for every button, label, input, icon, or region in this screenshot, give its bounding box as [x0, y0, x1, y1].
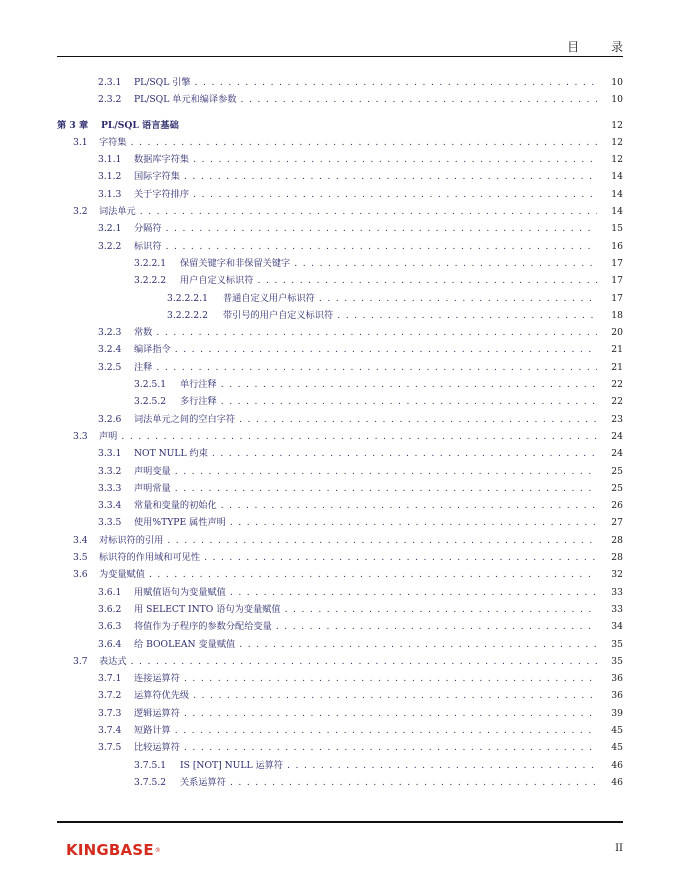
toc-entry[interactable]	[57, 376, 623, 393]
toc-entry-number: 3.2.4	[98, 344, 122, 356]
toc-entry[interactable]	[57, 186, 623, 203]
toc-entry-number: 3.4	[73, 534, 88, 546]
toc-entry-title: 多行注释	[180, 396, 217, 408]
toc-dot-leader	[166, 241, 597, 252]
toc-entry-page: 34	[611, 621, 623, 633]
toc-entry-number: 3.6.1	[98, 586, 122, 598]
toc-entry[interactable]	[57, 445, 623, 462]
toc-entry-number: 第 3 章	[57, 119, 89, 131]
toc-entry-number: 3.3.5	[98, 517, 122, 529]
toc-entry-number: 3.3.3	[98, 482, 122, 494]
toc-entry[interactable]	[57, 739, 623, 756]
toc-entry-title: 声明	[99, 430, 118, 442]
toc-dot-leader	[241, 94, 597, 105]
toc-entry-title: NOT NULL 约束	[134, 448, 208, 460]
toc-dot-leader	[131, 137, 597, 148]
toc-entry-page: 14	[611, 171, 623, 183]
toc-dot-leader	[140, 206, 597, 217]
toc-dot-leader	[149, 569, 597, 580]
toc-entry-number: 3.7.1	[98, 673, 122, 685]
toc-entry[interactable]	[57, 497, 623, 514]
toc-entry-number: 3.2.6	[98, 413, 122, 425]
toc-entry-title: 将值作为子程序的参数分配给变量	[134, 621, 272, 633]
toc-entry-title: 表达式	[99, 655, 127, 667]
toc-entry[interactable]	[57, 514, 623, 531]
toc-dot-leader	[319, 293, 597, 304]
toc-entry-title: 关系运算符	[180, 776, 226, 788]
toc-entry-page: 33	[611, 603, 623, 615]
toc-entry-page: 24	[611, 448, 623, 460]
toc-dot-leader	[230, 587, 597, 598]
toc-entry-page: 25	[611, 465, 623, 477]
toc-entry[interactable]	[57, 463, 623, 480]
toc-entry[interactable]	[57, 91, 623, 108]
toc-entry-number: 3.7.3	[98, 707, 122, 719]
toc-entry[interactable]	[57, 359, 623, 376]
toc-entry-page: 17	[611, 292, 623, 304]
toc-entry[interactable]	[57, 393, 623, 410]
toc-entry-title: 编译指令	[134, 344, 171, 356]
toc-entry-number: 3.5	[73, 552, 88, 564]
page-number: II	[615, 843, 623, 854]
toc-entry-number: 3.2.2.2	[134, 275, 167, 287]
toc-entry[interactable]	[57, 757, 623, 774]
toc-entry-page: 12	[611, 154, 623, 166]
toc-entry[interactable]	[57, 687, 623, 704]
toc-entry[interactable]	[57, 151, 623, 168]
toc-entry-number: 3.6.3	[98, 621, 122, 633]
toc-entry-page: 14	[611, 188, 623, 200]
toc-entry-title: 比较运算符	[134, 742, 180, 754]
toc-entry-title: 标识符	[134, 240, 162, 252]
toc-entry-title: 词法单元	[99, 206, 136, 218]
toc-dot-leader	[337, 310, 597, 321]
toc-entry-page: 45	[611, 724, 623, 736]
toc-dot-leader	[239, 414, 597, 425]
toc-entry-page: 35	[611, 655, 623, 667]
toc-entry-number: 3.1	[73, 136, 88, 148]
toc-entry-title: 国际字符集	[134, 171, 180, 183]
toc-entry-page: 36	[611, 673, 623, 685]
toc-entry-number: 3.1.2	[98, 171, 122, 183]
toc-entry-page: 35	[611, 638, 623, 650]
toc-entry[interactable]	[57, 705, 623, 722]
toc-entry-title: 声明常量	[134, 482, 171, 494]
toc-dot-leader	[156, 327, 597, 338]
registered-mark: ®	[154, 846, 161, 854]
toc-entry-page: 46	[611, 776, 623, 788]
toc-dot-leader	[287, 760, 597, 771]
toc-entry[interactable]	[57, 411, 623, 428]
toc-entry-number: 3.7	[73, 655, 88, 667]
toc-entry-title: 声明变量	[134, 465, 171, 477]
toc-dot-leader	[184, 171, 597, 182]
toc-entry-number: 3.2.1	[98, 223, 122, 235]
toc-entry-page: 45	[611, 742, 623, 754]
kingbase-logo	[66, 841, 161, 859]
toc-entry-number: 3.3.1	[98, 448, 122, 460]
header-divider	[57, 56, 623, 57]
toc-entry[interactable]	[57, 532, 623, 549]
toc-dot-leader	[276, 621, 597, 632]
toc-entry-number: 3.1.3	[98, 188, 122, 200]
toc-entry[interactable]	[57, 549, 623, 566]
toc-entry-title: 使用%TYPE 属性声明	[134, 517, 226, 529]
toc-entry[interactable]	[57, 670, 623, 687]
toc-entry-title: 字符集	[99, 136, 127, 148]
toc-entry[interactable]	[57, 168, 623, 185]
toc-entry-number: 3.2.2.2.1	[167, 292, 208, 304]
toc-entry-page: 28	[611, 552, 623, 564]
toc-entry[interactable]	[57, 480, 623, 497]
toc-entry-number: 2.3.2	[98, 94, 122, 106]
toc-entry-title: 连接运算符	[134, 673, 180, 685]
toc-entry-page: 28	[611, 534, 623, 546]
toc-entry-number: 3.3	[73, 430, 88, 442]
toc-entry[interactable]	[57, 255, 623, 272]
toc-dot-leader	[184, 742, 597, 753]
toc-entry-page: 12	[611, 119, 623, 131]
toc-dot-leader	[285, 604, 597, 615]
toc-entry-page: 17	[611, 275, 623, 287]
toc-dot-leader	[167, 535, 597, 546]
toc-entry[interactable]	[57, 774, 623, 791]
toc-entry[interactable]	[57, 203, 623, 220]
toc-entry-number: 3.7.5	[98, 742, 122, 754]
toc-entry-page: 25	[611, 482, 623, 494]
toc-entry-number: 3.7.5.2	[134, 776, 167, 788]
toc-entry-title: 运算符优先级	[134, 690, 190, 702]
header-title: 目 录	[567, 40, 637, 54]
toc-entry-page: 26	[611, 500, 623, 512]
toc-entry[interactable]	[57, 428, 623, 445]
toc-dot-leader	[175, 466, 597, 477]
toc-entry-page: 22	[611, 379, 623, 391]
toc-entry[interactable]	[57, 584, 623, 601]
toc-entry-page: 20	[611, 327, 623, 339]
toc-entry-title: 逻辑运算符	[134, 707, 180, 719]
toc-entry-number: 3.7.5.1	[134, 759, 167, 771]
toc-entry[interactable]	[57, 290, 623, 307]
toc-dot-leader	[175, 483, 597, 494]
toc-entry-page: 17	[611, 257, 623, 269]
toc-entry-title: 短路计算	[134, 724, 171, 736]
toc-entry[interactable]	[57, 238, 623, 255]
toc-dot-leader	[121, 431, 597, 442]
toc-entry-number: 3.6	[73, 569, 88, 581]
toc-entry-number: 3.2.5.1	[134, 379, 167, 391]
toc-dot-leader	[239, 639, 597, 650]
toc-dot-leader	[221, 396, 597, 407]
toc-entry[interactable]	[57, 601, 623, 618]
toc-dot-leader	[131, 656, 597, 667]
toc-dot-leader	[230, 777, 597, 788]
toc-entry-title: 标识符的作用域和可见性	[99, 552, 201, 564]
toc-entry-page: 39	[611, 707, 623, 719]
toc-entry-page: 22	[611, 396, 623, 408]
toc-entry-title: 分隔符	[134, 223, 162, 235]
toc-entry-page: 21	[611, 361, 623, 373]
toc-entry-number: 3.2.5.2	[134, 396, 167, 408]
toc-entry[interactable]	[57, 636, 623, 653]
toc-dot-leader	[193, 154, 597, 165]
toc-dot-leader	[193, 189, 597, 200]
toc-dot-leader	[230, 517, 597, 528]
toc-entry-title: 用赋值语句为变量赋值	[134, 586, 226, 598]
toc-entry-number: 3.2.2	[98, 240, 122, 252]
toc-entry[interactable]	[57, 653, 623, 670]
toc-entry-number: 2.3.1	[98, 77, 122, 88]
toc-entry[interactable]	[57, 341, 623, 358]
toc-entry-title: IS [NOT] NULL 运算符	[180, 759, 284, 771]
toc-entry-page: 15	[611, 223, 623, 235]
toc-dot-leader	[156, 362, 597, 373]
toc-entry-number: 3.3.4	[98, 500, 122, 512]
toc-entry-number: 3.2.2.1	[134, 257, 167, 269]
toc-entry-page: 18	[611, 309, 623, 321]
toc-entry-title: 注释	[134, 361, 153, 373]
toc-dot-leader	[175, 344, 597, 355]
toc-entry-page: 14	[611, 206, 623, 218]
toc-entry-title: 用户自定义标识符	[180, 275, 254, 287]
toc-entry-page: 24	[611, 430, 623, 442]
toc-entry-number: 3.2	[73, 206, 88, 218]
toc-entry-number: 3.3.2	[98, 465, 122, 477]
toc-entry[interactable]	[57, 566, 623, 583]
toc-entry-title: PL/SQL 语言基础	[101, 119, 179, 131]
toc-entry-title: 对标识符的引用	[99, 534, 164, 546]
toc-entry-page: 36	[611, 690, 623, 702]
toc-entry-title: 数据库字符集	[134, 154, 190, 166]
toc-dot-leader	[294, 258, 597, 269]
toc-entry[interactable]	[57, 324, 623, 341]
toc-entry-page: 21	[611, 344, 623, 356]
footer-divider	[57, 821, 623, 823]
toc-entry[interactable]	[57, 74, 623, 91]
toc-dot-leader	[195, 77, 597, 88]
toc-entry-title: 常数	[134, 327, 153, 339]
toc-entry-title: 保留关键字和非保留关键字	[180, 257, 291, 269]
toc-entry-title: 关于字符排序	[134, 188, 190, 200]
toc-entry-title: 为变量赋值	[99, 569, 145, 581]
toc-entry[interactable]	[57, 220, 623, 237]
toc-dot-leader	[166, 223, 597, 234]
toc-entry-title: PL/SQL 引擎	[134, 77, 191, 88]
toc-entry-page: 33	[611, 586, 623, 598]
toc-entry-page: 32	[611, 569, 623, 581]
toc-entry[interactable]	[57, 272, 623, 289]
toc-entry-number: 3.6.4	[98, 638, 122, 650]
toc-entry[interactable]	[57, 134, 623, 151]
toc-entry-number: 3.1.1	[98, 154, 122, 166]
toc-entry-page: 10	[611, 77, 623, 88]
toc-entry-title: 用 SELECT INTO 语句为变量赋值	[134, 603, 281, 615]
table-of-contents	[57, 74, 623, 791]
toc-entry-title: 带引号的用户自定义标识符	[223, 309, 334, 321]
page-header	[57, 38, 637, 56]
toc-entry-page: 12	[611, 136, 623, 148]
toc-dot-leader	[193, 690, 597, 701]
toc-entry-number: 3.7.2	[98, 690, 122, 702]
toc-entry-number: 3.2.5	[98, 361, 122, 373]
toc-chapter-entry[interactable]	[57, 117, 623, 134]
logo-text: KINGBASE	[66, 841, 154, 859]
toc-entry-title: 普通自定义用户标识符	[223, 292, 315, 304]
toc-dot-leader	[221, 500, 597, 511]
toc-entry-title: 给 BOOLEAN 变量赋值	[134, 638, 236, 650]
toc-entry[interactable]	[57, 618, 623, 635]
toc-dot-leader	[175, 725, 597, 736]
toc-entry-page: 46	[611, 759, 623, 771]
toc-dot-leader	[184, 673, 597, 684]
toc-entry-title: 常量和变量的初始化	[134, 500, 217, 512]
toc-entry[interactable]	[57, 722, 623, 739]
toc-entry-number: 3.7.4	[98, 724, 122, 736]
toc-entry-page: 23	[611, 413, 623, 425]
toc-entry-title: 词法单元之间的空白字符	[134, 413, 236, 425]
toc-dot-leader	[184, 708, 597, 719]
toc-entry[interactable]	[57, 307, 623, 324]
toc-dot-leader	[221, 379, 597, 390]
toc-dot-leader	[258, 275, 598, 286]
toc-dot-leader	[212, 448, 597, 459]
toc-entry-number: 3.2.3	[98, 327, 122, 339]
toc-entry-number: 3.2.2.2.2	[167, 309, 208, 321]
toc-entry-title: 单行注释	[180, 379, 217, 391]
toc-dot-leader	[204, 552, 597, 563]
toc-entry-page: 10	[611, 94, 623, 106]
toc-entry-page: 16	[611, 240, 623, 252]
toc-entry-page: 27	[611, 517, 623, 529]
toc-entry-number: 3.6.2	[98, 603, 122, 615]
toc-entry-title: PL/SQL 单元和编译参数	[134, 94, 237, 106]
